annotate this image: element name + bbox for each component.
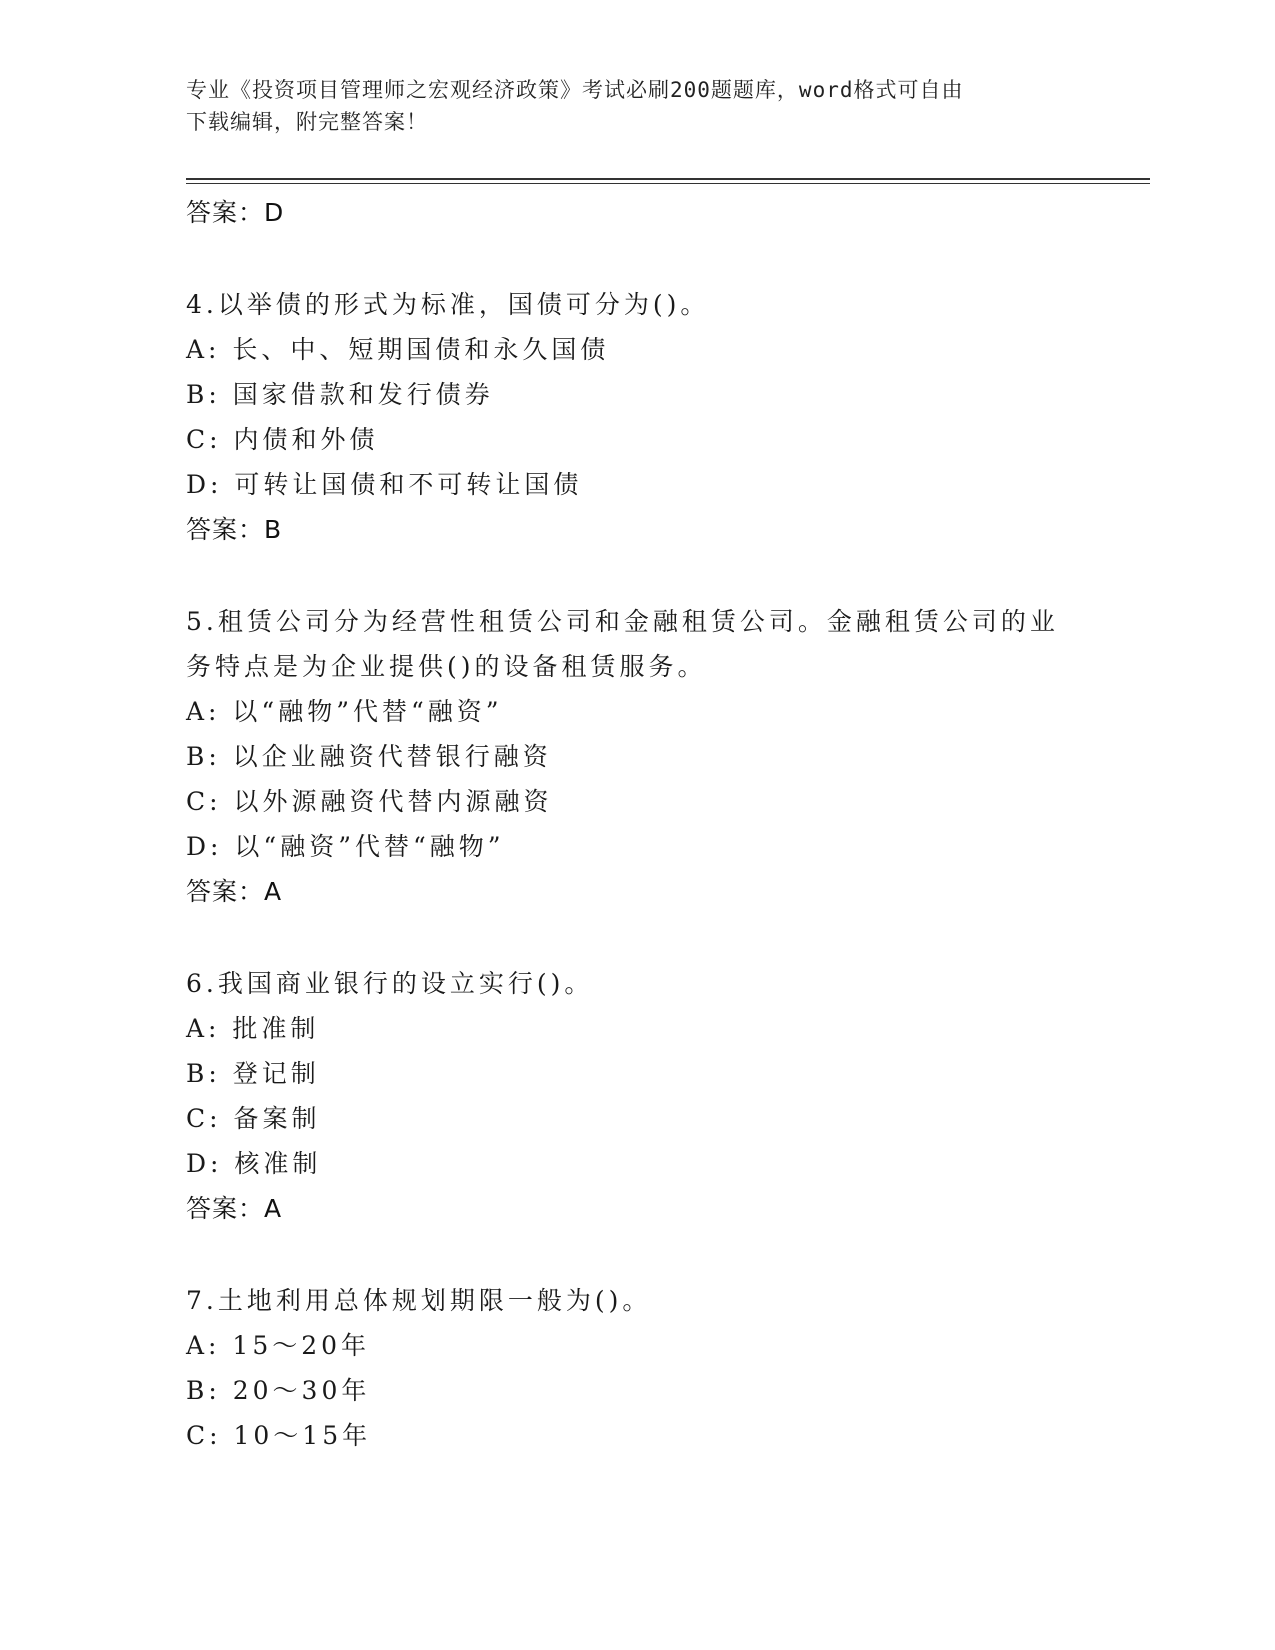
option-d: D: 可转让国债和不可转让国债: [186, 470, 583, 499]
spacer: [186, 552, 1086, 599]
document-header: [186, 74, 1066, 138]
header-line-2: 下载编辑，附完整答案！: [186, 110, 428, 134]
question-text: 6.我国商业银行的设立实行()。: [186, 969, 594, 998]
answer: 答案：B: [186, 515, 283, 544]
previous-answer: 答案：D: [186, 198, 285, 227]
option-b: B: 以企业融资代替银行融资: [186, 742, 552, 771]
answer: 答案：A: [186, 877, 283, 906]
question-text: 7.土地利用总体规划期限一般为()。: [186, 1286, 652, 1315]
spacer: [186, 1231, 1086, 1278]
spacer: [186, 914, 1086, 961]
option-c: C: 备案制: [186, 1104, 321, 1133]
question-text-continued: 务特点是为企业提供()的设备租赁服务。: [186, 652, 707, 681]
question-text: 5.租赁公司分为经营性租赁公司和金融租赁公司。金融租赁公司的业: [186, 607, 1059, 636]
option-d: D: 核准制: [186, 1149, 322, 1178]
option-a: A: 15～20年: [186, 1331, 371, 1360]
question-list: [186, 190, 1086, 1458]
spacer: [186, 235, 1086, 282]
option-c: C: 10～15年: [186, 1421, 372, 1450]
header-rule-thin: [186, 183, 1150, 184]
question-7: [186, 1278, 1086, 1458]
option-a: A: 长、中、短期国债和永久国债: [186, 335, 610, 364]
answer: 答案：A: [186, 1194, 283, 1223]
question-5: [186, 599, 1086, 914]
header-line-1: 专业《投资项目管理师之宏观经济政策》考试必刷200题题库，word格式可自由: [186, 78, 964, 102]
option-c: C: 以外源融资代替内源融资: [186, 787, 553, 816]
option-a: A: 批准制: [186, 1014, 320, 1043]
question-6: [186, 961, 1086, 1231]
option-d: D: 以“融资”代替“融物”: [186, 832, 505, 861]
option-b: B: 登记制: [186, 1059, 320, 1088]
option-b: B: 国家借款和发行债券: [186, 380, 494, 409]
option-c: C: 内债和外债: [186, 425, 379, 454]
question-text: 4.以举债的形式为标准，国债可分为()。: [186, 290, 710, 319]
question-4: [186, 282, 1086, 552]
option-b: B: 20～30年: [186, 1376, 371, 1405]
header-rule-thick: [186, 178, 1150, 180]
option-a: A: 以“融物”代替“融资”: [186, 697, 503, 726]
